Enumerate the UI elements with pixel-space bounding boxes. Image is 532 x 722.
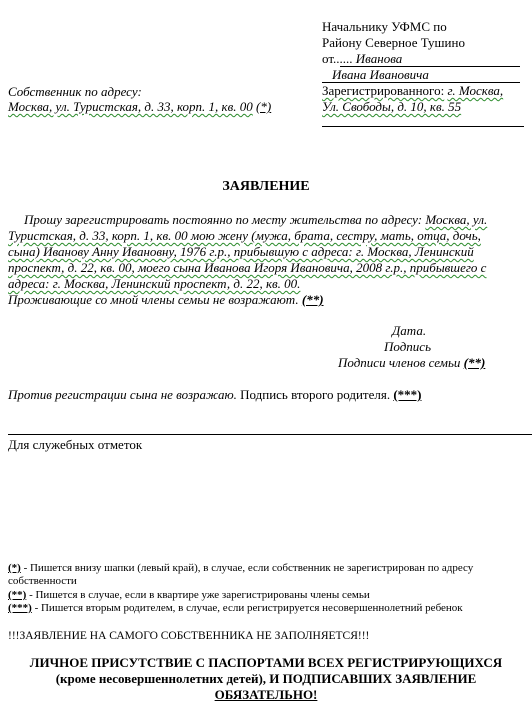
signature-label: Подпись [384, 339, 431, 354]
body-line-6-text: Проживающие со мной члены семьи не возражают. [8, 292, 299, 307]
body-line-3-text: сына) Иванову Анну Ивановну, 1976 г.р., прибывшую с адреса: г. Москва, Ленинский [8, 244, 474, 259]
second-parent-marker: (***) [393, 387, 422, 402]
from-surname: Иванова [355, 51, 403, 66]
registered-label: Зарегистрированного: [322, 83, 445, 98]
registered-line [322, 84, 503, 98]
owner-address-line [8, 100, 271, 114]
registered-street [322, 100, 461, 114]
note-1 [8, 562, 473, 574]
body-line-1 [24, 213, 487, 227]
registered-city: г. Москва, [447, 83, 504, 98]
from-dots: ...... [333, 51, 353, 66]
from-name: Ивана Ивановича [332, 67, 429, 82]
family-signatures-marker: (**) [463, 355, 486, 370]
note-2-marker: (**) [8, 589, 27, 601]
body-line-2 [8, 229, 481, 243]
note-3-marker: (***) [8, 602, 32, 614]
owner-marker: (*) [256, 99, 272, 114]
date-label: Дата. [392, 323, 427, 338]
street-underline [322, 126, 524, 127]
service-label: Для служебных отметок [8, 437, 143, 452]
body-line-6-marker: (**) [301, 292, 324, 307]
body-line-2-text: Туристская, д. 33, корп. 1, кв. 00 мою жену (мужа, брата, сестру, мать, отца, дочь, [8, 228, 481, 243]
registered-street-text: Ул. Свободы, д. 10, кв. 55 [322, 99, 462, 114]
final-line-3: ОБЯЗАТЕЛЬНО! [214, 687, 318, 702]
body-line-1-text: Прошу зарегистрировать постоянно по месту жительства по адресу: [24, 212, 426, 227]
final-line-1: ЛИЧНОЕ ПРИСУТСТВИЕ С ПАСПОРТАМИ ВСЕХ РЕГИСТРИРУЮЩИХСЯ [29, 655, 503, 670]
body-line-1-address: Москва, ул. [425, 212, 488, 227]
note-1-marker: (*) [8, 562, 21, 574]
note-1-text: - Пишется внизу шапки (левый край), в случае, если собственник не зарегистрирован по адресу [20, 562, 474, 574]
owner-address: Москва, ул. Туристская, д. 33, корп. 1, кв. 00 [8, 99, 253, 114]
from-prefix: от [322, 51, 334, 66]
addressee-line-1: Начальнику УФМС по [322, 19, 447, 34]
service-divider [8, 434, 532, 435]
family-signatures [338, 356, 485, 370]
second-parent-line [8, 388, 422, 402]
second-parent-italic: Против регистрации сына не возражаю. [8, 387, 237, 402]
body-line-6 [8, 293, 324, 307]
body-line-4-text: проспект, д. 22, кв. 00, моего сына Иванова Игоря Ивановича, 2008 г.р., прибывшего с [8, 260, 487, 275]
family-signatures-text: Подписи членов семьи [338, 355, 461, 370]
second-parent-plain: Подпись второго родителя. [236, 387, 391, 402]
from-line [322, 52, 402, 66]
note-1-continued-text: собственности [8, 575, 77, 587]
note-3 [8, 602, 463, 614]
addressee-line-2: Району Северное Тушино [322, 35, 465, 50]
body-line-4 [8, 261, 486, 275]
body-line-3 [8, 245, 474, 259]
final-line-2: (кроме несовершеннолетних детей), И ПОДПИСАВШИХ ЗАЯВЛЕНИЕ [55, 671, 477, 686]
note-3-text: - Пишется вторым родителем, в случае, если регистрируется несовершеннолетний ребенок [31, 602, 463, 614]
note-2-text: - Пишется в случае, если в квартире уже зарегистрированы члены семьи [26, 589, 370, 601]
body-line-5-text: адреса: г. Москва, Ленинский проспект, д. 22, кв. 00. [8, 276, 301, 291]
document-title: ЗАЯВЛЕНИЕ [222, 179, 310, 194]
note-2 [8, 589, 370, 601]
body-line-5 [8, 277, 300, 291]
owner-label: Собственник по адресу: [8, 84, 142, 99]
warning-text: !!!ЗАЯВЛЕНИЕ НА САМОГО СОБСТВЕННИКА НЕ ЗАПОЛНЯЕТСЯ!!! [8, 630, 370, 642]
note-1-continued [8, 575, 77, 587]
